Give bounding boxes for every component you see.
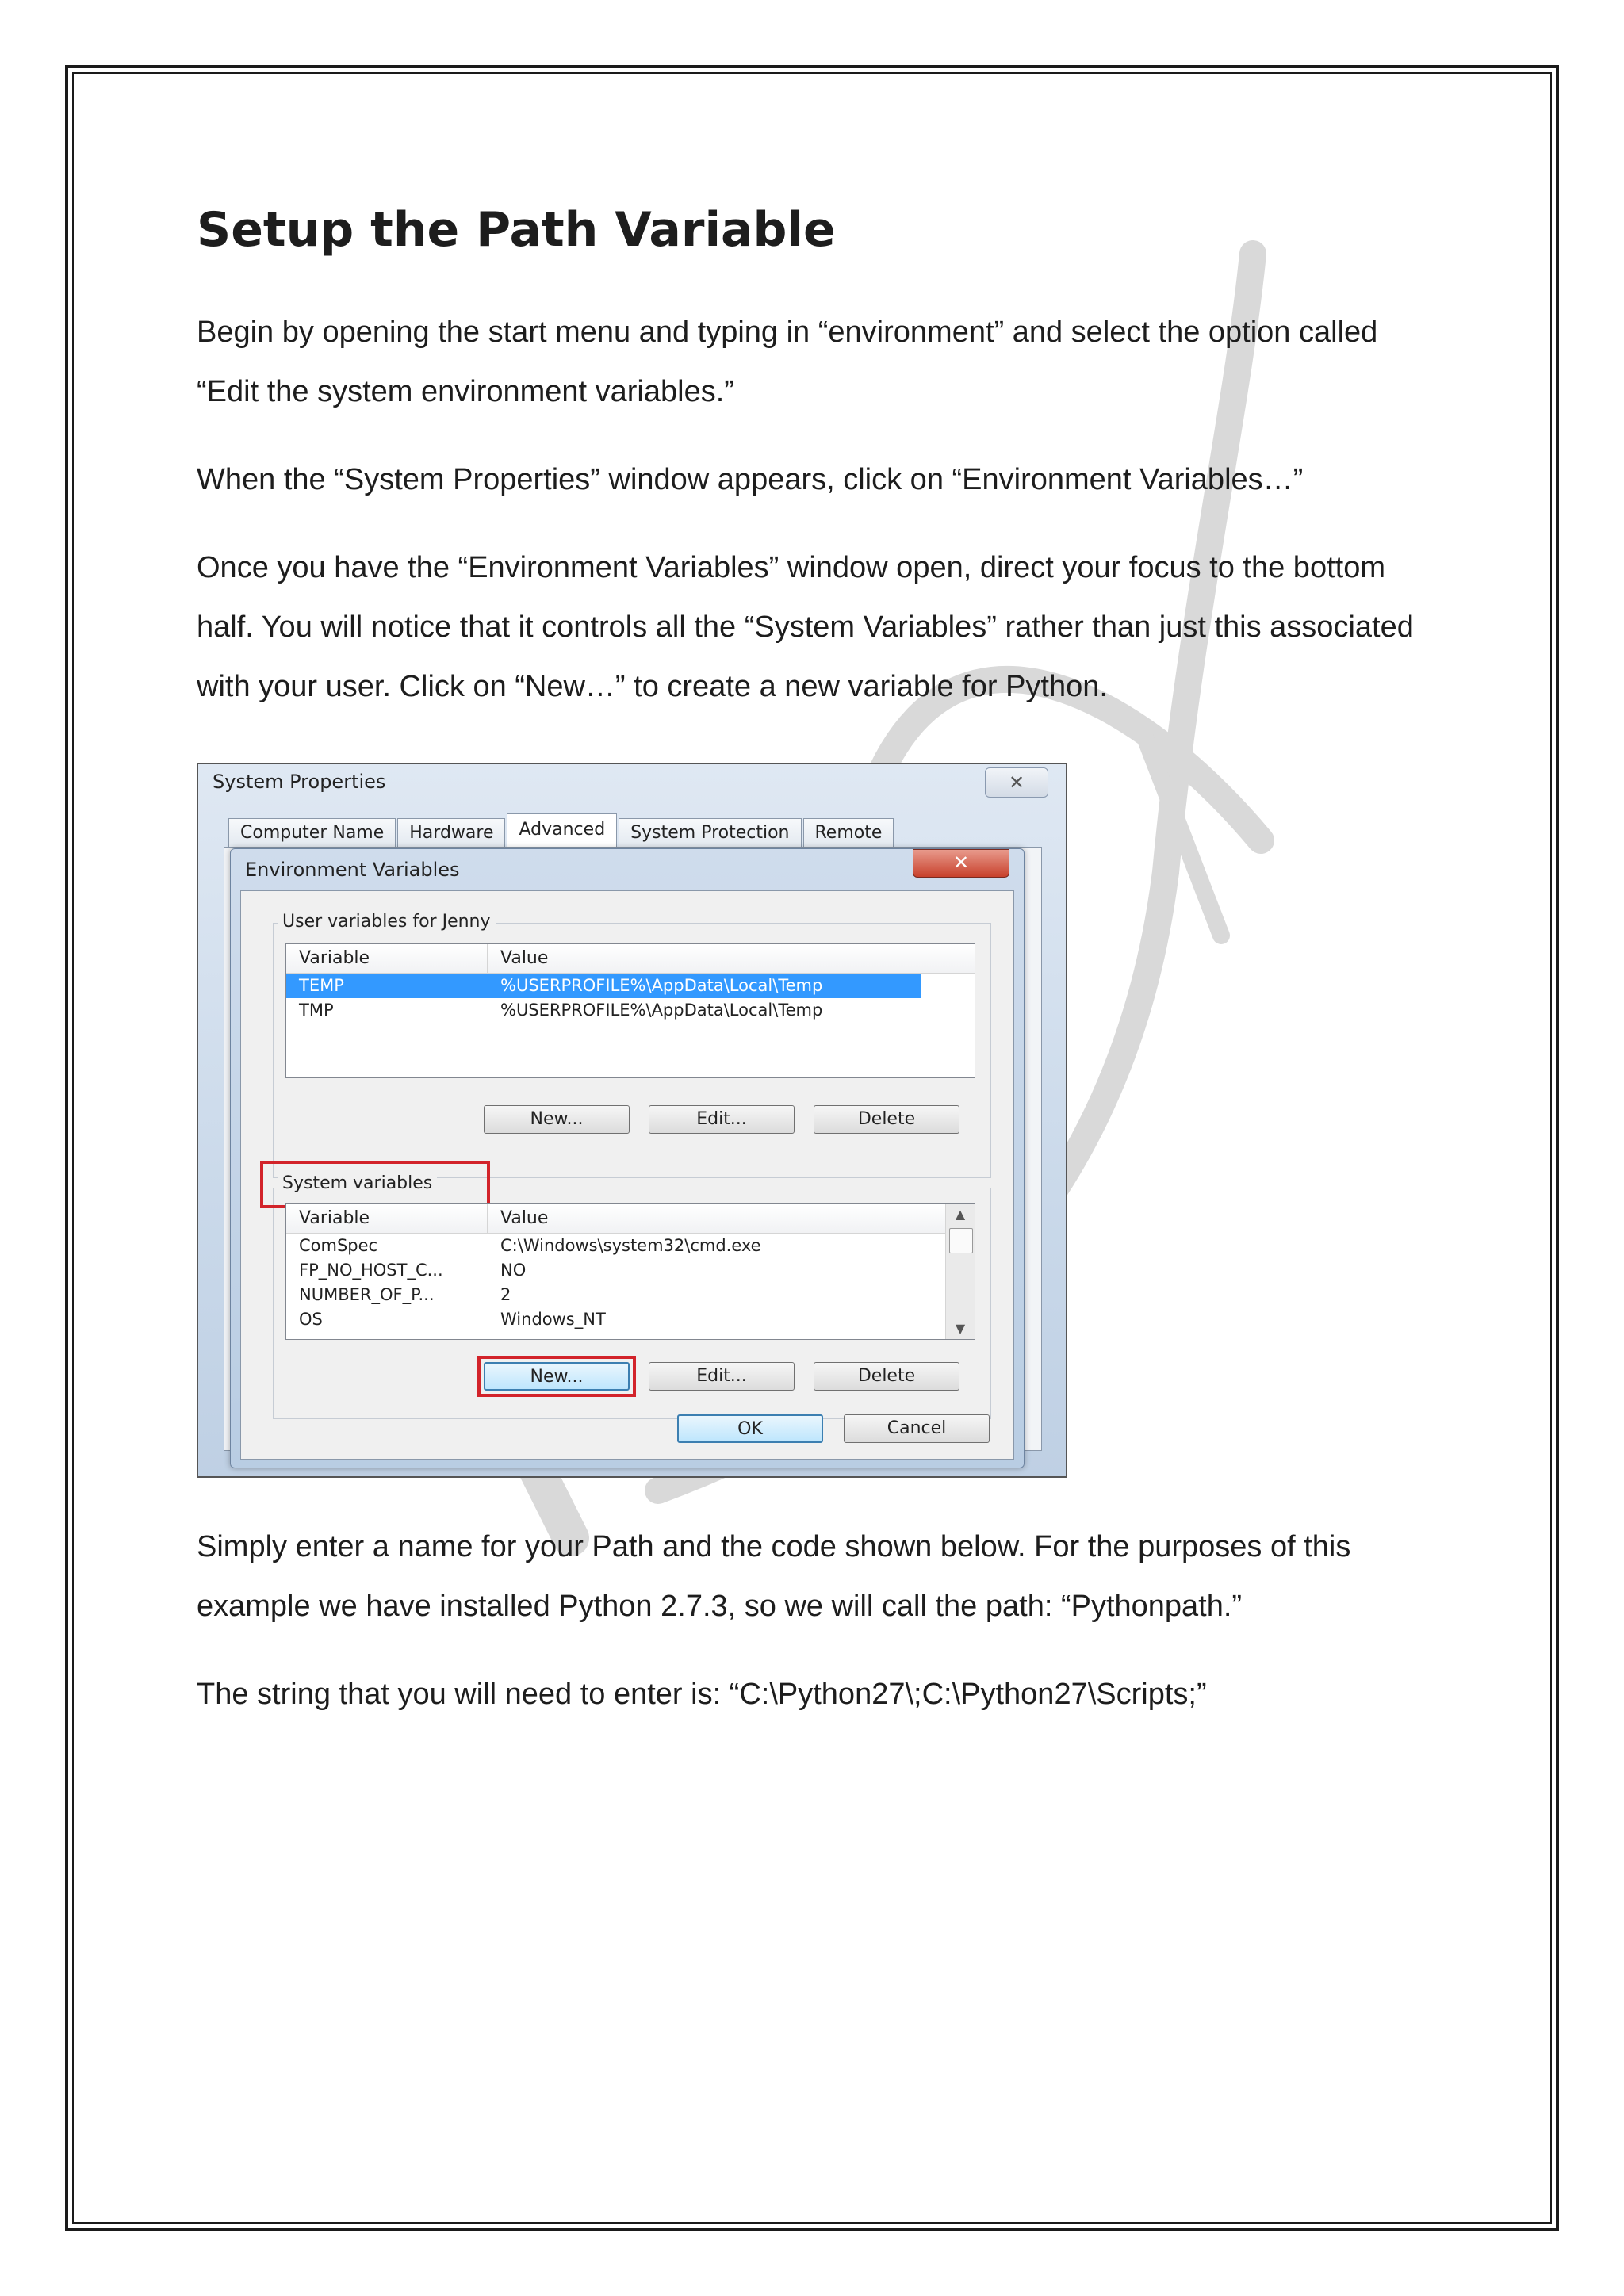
list-header	[286, 944, 975, 974]
paragraph-5: The string that you will need to enter is: “C:\Python27\;C:\Python27\Scripts;”	[197, 1678, 1207, 1711]
system-new-button[interactable]: New...	[484, 1362, 630, 1391]
close-icon[interactable]: ✕	[913, 849, 1009, 878]
environment-variables-title: Environment Variables	[245, 859, 460, 881]
row-value: Windows_NT	[500, 1310, 606, 1329]
user-variables-label: User variables for Jenny	[278, 912, 496, 932]
row-variable: NUMBER_OF_P...	[299, 1285, 435, 1304]
table-row[interactable]	[286, 1283, 975, 1307]
list-header	[286, 1204, 975, 1234]
system-variables-scrollbar[interactable]	[945, 1204, 975, 1339]
system-delete-button[interactable]: Delete	[814, 1362, 959, 1391]
outro-text	[197, 1517, 1434, 1724]
tab-system-protection[interactable]: System Protection	[619, 818, 801, 847]
tab-advanced[interactable]: Advanced	[507, 813, 617, 848]
row-variable: ComSpec	[299, 1236, 378, 1255]
new-button-highlight	[477, 1356, 636, 1397]
tab-remote[interactable]: Remote	[803, 818, 894, 847]
environment-variables-screenshot	[197, 763, 1067, 1478]
row-variable: OS	[299, 1310, 323, 1329]
page-title: Setup the Path Variable	[197, 202, 836, 258]
user-delete-button[interactable]: Delete	[814, 1105, 959, 1134]
paragraph-2: When the “System Properties” window appears, click on “Environment Variables…”	[197, 463, 1304, 496]
table-row[interactable]	[286, 1234, 975, 1258]
system-properties-tabs	[228, 818, 895, 847]
table-row[interactable]	[286, 974, 921, 998]
row-variable: TMP	[299, 1001, 334, 1020]
column-variable[interactable]: Variable	[286, 944, 488, 973]
column-value[interactable]: Value	[500, 1208, 549, 1228]
column-value[interactable]: Value	[500, 948, 549, 968]
system-variables-highlight	[260, 1161, 490, 1208]
system-properties-title: System Properties	[213, 771, 386, 793]
tab-hardware[interactable]: Hardware	[397, 818, 505, 847]
table-row[interactable]	[286, 1258, 975, 1283]
scroll-thumb[interactable]	[949, 1228, 973, 1253]
table-row[interactable]	[286, 998, 975, 1023]
cancel-button[interactable]: Cancel	[844, 1414, 990, 1443]
environment-variables-dialog	[230, 848, 1025, 1468]
row-variable: TEMP	[299, 976, 344, 995]
user-edit-button[interactable]: Edit...	[649, 1105, 795, 1134]
column-variable[interactable]: Variable	[286, 1204, 488, 1233]
tab-computer-name[interactable]: Computer Name	[228, 818, 396, 847]
row-variable: FP_NO_HOST_C...	[299, 1261, 443, 1280]
paragraph-3: Once you have the “Environment Variables” window open, direct your focus to the bottom half. You will notice that it controls all the “System Variables” rather than just this associated with your user. Click on “New…” to create a new variable for Python.	[197, 551, 1414, 703]
close-icon[interactable]: ✕	[985, 767, 1048, 798]
ok-button[interactable]: OK	[677, 1414, 823, 1443]
row-value: %USERPROFILE%\AppData\Local\Temp	[500, 1001, 823, 1020]
row-value: C:\Windows\system32\cmd.exe	[500, 1236, 761, 1255]
user-new-button[interactable]: New...	[484, 1105, 630, 1134]
scroll-down-icon[interactable]: ▼	[955, 1321, 966, 1336]
user-variables-list[interactable]	[285, 943, 975, 1078]
row-value: NO	[500, 1261, 527, 1280]
system-edit-button[interactable]: Edit...	[649, 1362, 795, 1391]
intro-text	[197, 198, 1434, 717]
row-value: 2	[500, 1285, 511, 1304]
scroll-up-icon[interactable]: ▲	[955, 1207, 966, 1222]
system-variables-list[interactable]	[285, 1203, 975, 1340]
dialog-body	[240, 890, 1014, 1460]
system-properties-window	[198, 764, 1066, 1476]
row-value: %USERPROFILE%\AppData\Local\Temp	[500, 976, 823, 995]
system-variables-label: System variables	[278, 1173, 437, 1193]
table-row[interactable]	[286, 1307, 975, 1332]
paragraph-4: Simply enter a name for your Path and the code shown below. For the purposes of this example we have installed Python 2.7.3, so we will call the path: “Pythonpath.”	[197, 1530, 1351, 1623]
paragraph-1: Begin by opening the start menu and typing in “environment” and select the option called “Edit the system environment variables.”	[197, 316, 1378, 408]
